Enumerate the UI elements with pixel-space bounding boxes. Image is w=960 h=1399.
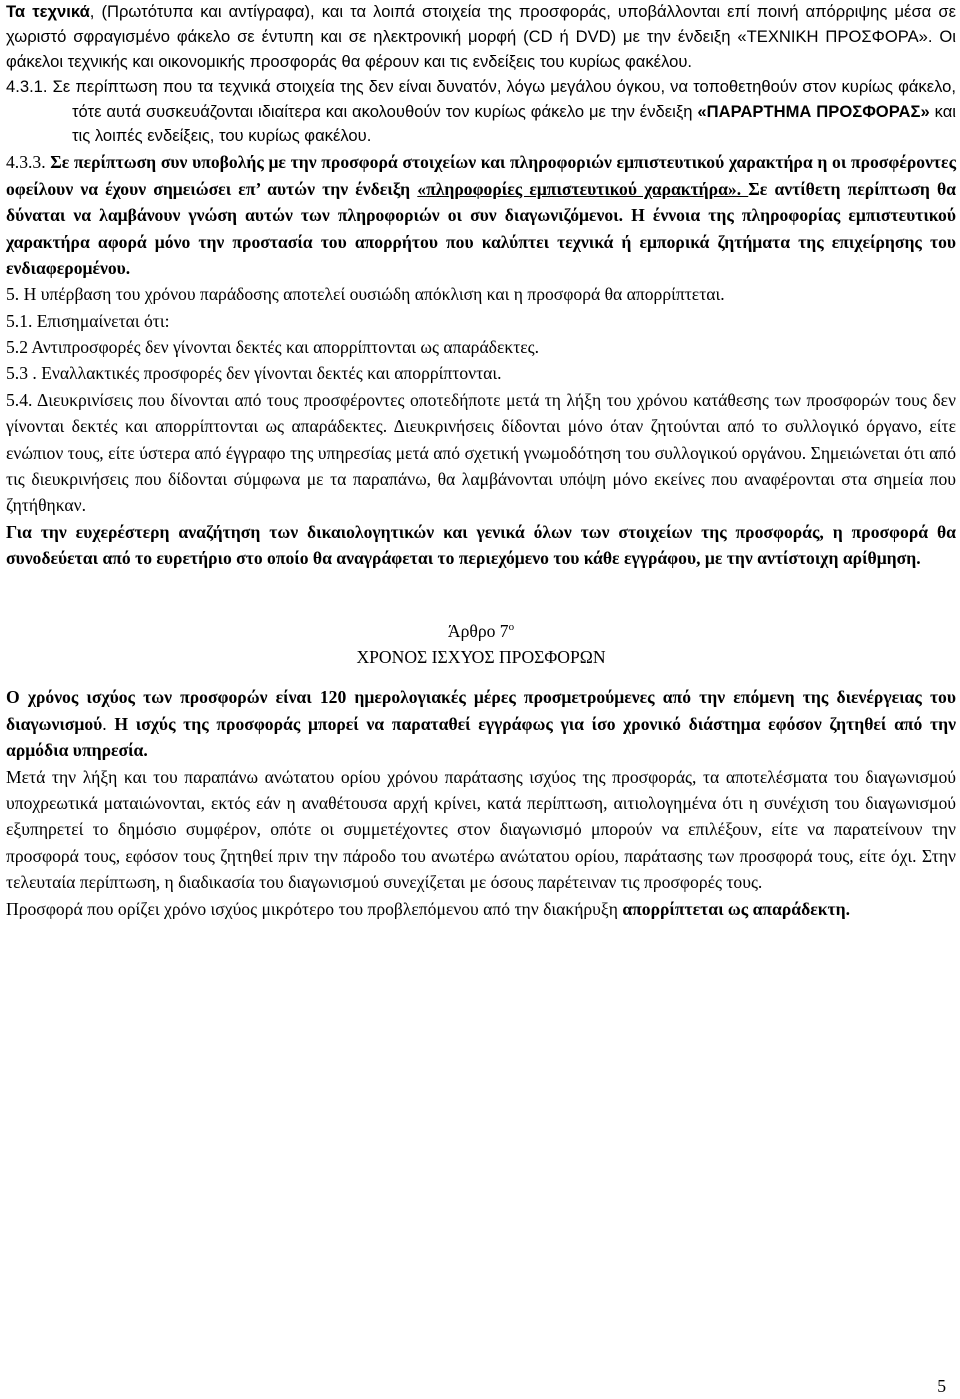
paragraph-text: , (Πρωτότυπα και αντίγραφα), και τα λοιπά στοιχεία της προσφοράς, υποβάλλονται επί ποινή απόρριψης μέσα σε χωριστό σφραγισμένο φάκελο σε έντυπη και σε ηλεκτρονική μορφή (CD ή DVD) με την ένδειξη «ΤΕΧΝΙΚΗ ΠΡΟΣΦΟΡΑ». Οι φάκελοι τεχνικής και οικονομικής προσφοράς θα φέρουν και τις ενδείξεις του κυρίως φακέλου. bbox=[6, 2, 957, 71]
paragraph-5-4: 5.4. Διευκρινίσεις που δίνονται από τους προσφέροντες οποτεδήποτε μετά τη λήξη του χρόνου κατάθεσης των προσφορών τους δεν γίνονται δεκτές και απορρίπτονται ως απαράδεκτες. Διευκρινήσεις δίδονται μόνο όταν ζητούνται από το συλλογικό όργανο, είτε ενώπιον τους, είτε ύστερα από έγγραφο της υπηρεσίας μετά από σχετική γνωμοδότηση του συλλογικού οργάνου. Σημειώνεται ότι από τις διευκρινήσεις που δίδονται σύμφωνα με τα παραπάνω, θα λαμβάνονται υπόψη μόνο εκείνες που αναφέρονται στα σημεία που ζητήθηκαν. bbox=[6, 389, 956, 516]
paragraph-shorter-validity bbox=[6, 896, 956, 922]
paragraph-text-bold: Σε αντίθετη περίπτωση θα δύναται να λαμβάνουν γνώση αυτών των πληροφοριών οι συν διαγωνιζόμενοι. Η έννοια της πληροφορίας εμπιστευτικού χαρακτήρα αφορά μόνο την προστασία του απορρήτου που καλύπτει τεχνικά ή εμπορικά ζητήματα της επιχείρησης του ενδιαφερομένου. bbox=[6, 178, 956, 278]
document-page bbox=[6, 0, 956, 922]
paragraph-4-3-1 bbox=[6, 75, 956, 150]
paragraph-5-3: 5.3 . Εναλλακτικές προσφορές δεν γίνονται δεκτές και απορρίπτονται. bbox=[6, 363, 502, 384]
paragraph-after-expiry: Μετά την λήξη και του παραπάνω ανώτατου ορίου χρόνου παράτασης ισχύος της προσφοράς, τα αποτελέσματα του διαγωνισμού υποχρεωτικά ματαιώνονται, εκτός εάν η αναθέτουσα αρχή κρίνει, κατά περίπτωση, αιτιολογημένα ότι η συνέχιση του διαγωνισμού εξυπηρετεί το δημόσιο συμφέρον, οπότε οι συμμετέχοντες στον διαγωνισμό μπορούν να επιλέξουν, είτε να παρατείνουν την προσφορά τους, εφόσον τους ζητηθεί πριν την πάροδο του ανωτέρω ανώτατου ορίου, παράτασης των προσφορά τους, είτε όχι. Στην τελευταία περίπτωση, η διαδικασία του διαγωνισμού συνεχίζεται με όσους παρέτειναν τις προσφορές τους. bbox=[6, 766, 956, 893]
paragraph-text-bold: Σε περίπτωση συν υποβολής με την προσφορά στοιχείων και πληροφοριών εμπιστευτικού χαρακτήρα η οι προσφέροντες οφείλουν να έχουν σημειώσει επ’ αυτών την ένδειξη bbox=[6, 152, 956, 199]
section-number: 4.3.3. bbox=[6, 152, 46, 173]
paragraph-validity bbox=[6, 684, 956, 763]
confidential-label: «πληροφορίες εμπιστευτικού χαρακτήρα». bbox=[417, 178, 749, 199]
period: . bbox=[102, 713, 107, 734]
paragraph-5: 5. Η υπέρβαση του χρόνου παράδοσης αποτελεί ουσιώδη απόκλιση και η προσφορά θα απορρίπτεται. bbox=[6, 284, 725, 305]
paragraph-technical-offer bbox=[6, 0, 956, 75]
rejection-text: απορρίπτεται ως απαράδεκτη. bbox=[622, 898, 851, 919]
paragraph-4-3-3 bbox=[6, 149, 956, 281]
paragraph-lead: Τα τεχνικά bbox=[6, 2, 90, 21]
article-superscript: ο bbox=[508, 620, 515, 633]
section-number: 4.3.1. bbox=[6, 76, 48, 96]
article-title-text: Άρθρο 7 bbox=[447, 620, 509, 641]
appendix-label: «ΠΑΡΑΡΤΗΜΑ ΠΡΟΣΦΟΡΑΣ» bbox=[697, 101, 930, 121]
paragraph-text-bold: Ο χρόνος ισχύος των προσφορών είναι 120 ημερολογιακές μέρες προσμετρούμενες από την επόμενη της διενέργειας του διαγωνισμού bbox=[6, 687, 956, 734]
paragraph-text: Σε περίπτωση που τα τεχνικά στοιχεία της δεν είναι δυνατόν, λόγω μεγάλου όγκου, να τοποθετηθούν στον κυρίως φάκελο, τότε αυτά συσκευάζονται ιδιαίτερα και ακολουθούν τον κυρίως φάκελο με την ένδειξη bbox=[47, 76, 956, 121]
paragraph-5-1: 5.1. Επισημαίνεται ότι: bbox=[6, 310, 170, 331]
paragraph-text: και τις λοιπές ενδείξεις, του κυρίως φακέλου. bbox=[72, 101, 956, 146]
article-subtitle: ΧΡΟΝΟΣ ΙΣΧΥΟΣ ΠΡΟΣΦΟΡΩΝ bbox=[356, 646, 606, 667]
paragraph-5-2: 5.2 Αντιπροσφορές δεν γίνονται δεκτές και απορρίπτονται ως απαράδεκτες. bbox=[6, 337, 540, 358]
page-number: 5 bbox=[937, 1376, 946, 1396]
paragraph-text: Προσφορά που ορίζει χρόνο ισχύος μικρότερο του προβλεπόμενου από την διακήρυξη bbox=[6, 898, 623, 919]
article-title bbox=[6, 618, 956, 644]
paragraph-search-index: Για την ευχερέστερη αναζήτηση των δικαιολογητικών και γενικά όλων των στοιχείων της προσφοράς, η προσφορά θα συνοδεύεται από το ευρετήριο στο οποίο θα αναγράφεται το περιεχόμενο του κάθε εγγράφου, με την αντίστοιχη αρίθμηση. bbox=[6, 521, 956, 569]
paragraph-text-bold: Η ισχύς της προσφοράς μπορεί να παραταθεί εγγράφως για ίσο χρονικό διάστημα εφόσον ζητηθεί από την αρμόδια υπηρεσία. bbox=[6, 713, 956, 761]
